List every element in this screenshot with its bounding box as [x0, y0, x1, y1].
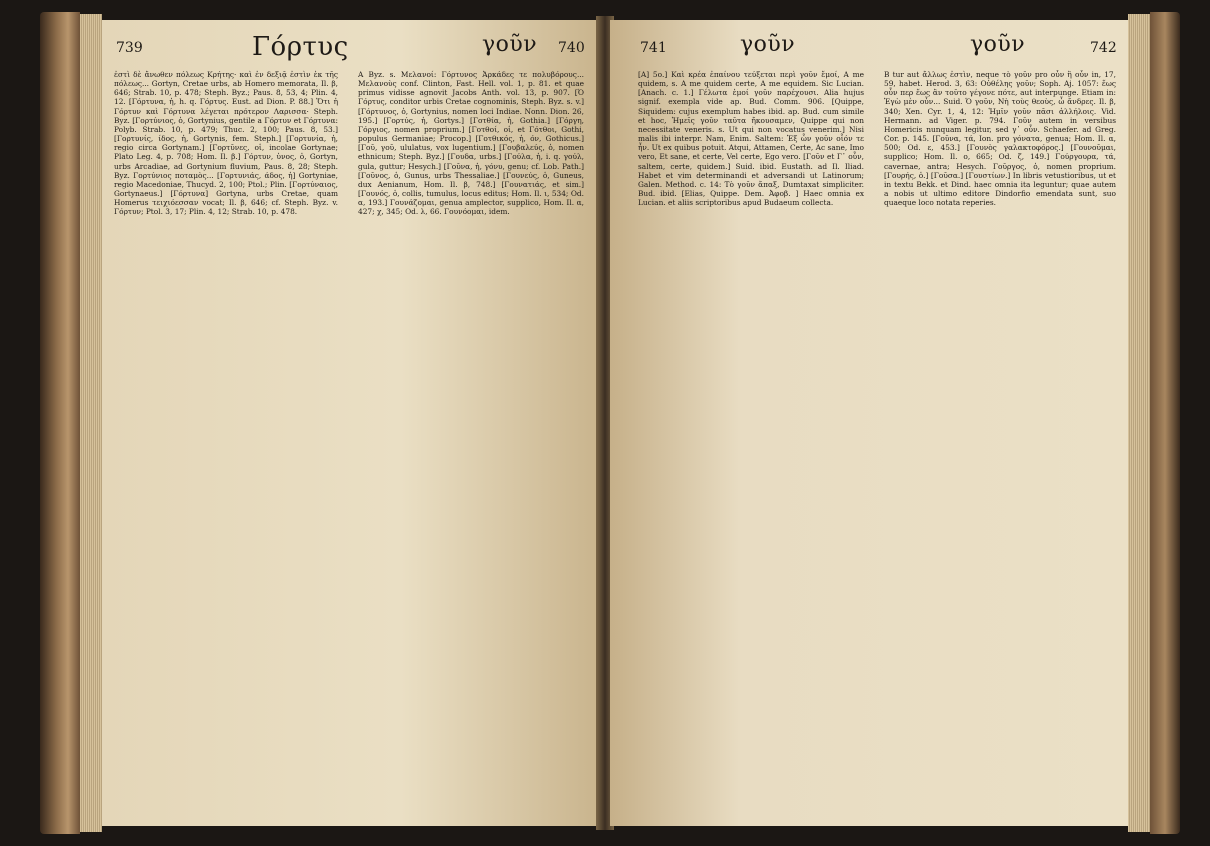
- right-page: [610, 20, 1128, 826]
- left-column-1: [114, 70, 338, 815]
- right-running-title: γοῦν: [740, 32, 796, 57]
- page-edges-right: [1128, 14, 1150, 832]
- left-column-2: [358, 70, 584, 815]
- right-column-1-text: [A] 5ο.] Καὶ κρέα ἐπαίνου τεύξεται περὶ γοῦν ἔμοί, A me quidem, s. A me quidem certe, A me equidem. Sic Lucian. [Anach. c. 1.] Γέλωτα ἐμοί γοῦν παρέχουσι. Alia hujus signif. exempla vide ap. Bud. Comm. 906. [Quippe, Siquidem: cujus exemplum habes ibid. ap. Bud. cum simile et hoc, Ἡμεῖς γοῦν ταῦτα ἤκουσαμεν, Quippe qui non necessitate veneris. s. Ut qui non vocatus venerim.] Nisi malis ibi interpr. Nam, Enim. Saltem: Ἐξ ὧν γοῦν οἷόν τε ἦν. Ut ex quibus potuit. Atqui, Attamen, Certe, Ac sane, Imo vero, Et sane, et certe, Vel certe, Ego vero. [Γοῦν et Γ᾽ οὖν, saltem, certe, quidem.] Suid. ibid. Eustath. ad Il. Iliad. Habet et vim determinandi et adversandi ut Latinorum; Galen. Method. c. 14: Τὸ γοῦν ἄπαξ, Dumtaxat simpliciter. Bud. ibid. [Elias, Quippe. Dem. Ἀφοβ. ] Haec omnia ex Lucian. et aliis scriptoribus apud Budaeum collecta.: [638, 70, 864, 208]
- right-page-header: [610, 28, 1128, 64]
- left-column-title: γοῦν: [482, 32, 538, 57]
- left-column-1-text: ἐστὶ δὲ ἄνωθεν πόλεως Κρήτης· καὶ ἐν δεξιᾷ ἐστὶν ἐκ τῆς πόλεως... Gortyn, Cretae urbs, ab Homero memorata, Il. β, 646; Strab. 10, p. 478; Steph. Byz.; Paus. 8, 53, 4; Plin. 4, 12. [Γόρτυνα, ἡ, h. q. Γόρτυς. Eust. ad Dion. P. 88.] Ὅτι ἡ Γόρτυν καὶ Γόρτυνα λέγεται πρότερον Λαρισσα· Steph. Byz. [Γορτύνιος, ὁ, Gortynius, gentile a Γόρτυν et Γόρτυνα: Polyb. Strab. 10, p. 479; Thuc. 2, 100; Paus. 8, 53.] [Γορτυνίς, ίδος, ἡ, Gortynis, fem. Steph.] [Γορτυνία, ἡ, regio circa Gortynam.] [Γορτῦνες, οἱ, incolae Gortynae; Plato Leg. 4, p. 708; Hom. Il. β.] Γόρτυν, ὑνος, ὁ, Gortyn, urbs Arcadiae, ad Gortynium fluvium, Paus. 8, 28; Steph. Byz. Γορτύνιος ποταμὸς... [Γορτυνιάς, άδος, ἡ] Gortyniae, regio Macedoniae, Thucyd. 2, 100; Ptol.; Plin. [Γορτύναιος, Gortynaeus.] [Γόρτυνα] Gortyna, urbs Cretae, quam Homerus τειχιόεσσαν vocat; Il. β, 646; cf. Steph. Byz. v. Γόρτυν; Ptol. 3, 17; Plin. 4, 12; Strab. 10, p. 478.: [114, 70, 338, 217]
- right-column-2: [884, 70, 1116, 815]
- left-page-header: [102, 28, 600, 64]
- left-running-title: Γόρτυς: [252, 32, 349, 62]
- left-page-number: 739: [116, 40, 143, 56]
- left-right-page-number: 740: [558, 40, 585, 56]
- left-column-2-text: A Byz. s. Μελανοί: Γόρτυνος Ἀρκάδες τε πολυβόρους... Μελανοὺς conf. Clinton, Fast. Hell. vol. 1, p. 81. et quae primus vidisse agnovit Jacobs Anth. vol. 13, p. 907. [Ὁ Γόρτυς, conditor urbis Cretae cognominis, Steph. Byz. s. v.] [Γόρτυνος, ὁ, Gortynius, nomen loci Indiae. Nonn. Dion. 26, 195.] [Γορτύς, ἡ, Gortys.] [Γοτθία, ἡ, Gothia.] [Γόργη, Γόργιος, nomen proprium.] [Γοτθοί, οἱ, et Γότθοι, Gothi, populus Germaniae; Procop.] [Γοτθικός, ἡ, όν, Gothicus.] [Γοῦ, γοῦ, ululatus, vox lugentium.] [Γουβαλεύς, ὁ, nomen ethnicum; Steph. Byz.] [Γουδα, urbs.] [Γούλα, ἡ, i. q. γούλ, gula, guttur; Hesych.] [Γοῦνα, ἡ, γόνυ, genu; cf. Lob. Path.] [Γοῦνος, ὁ, Gunus, urbs Thessaliae.] [Γουνεύς, ὁ, Guneus, dux Aenianum, Hom. Il. β, 748.] [Γουνατιάς, et sim.] [Γουνός, ὁ, collis, tumulus, locus editus; Hom. Il. ι, 534; Od. α, 193.] Γουνάζομαι, genua amplector, supplico, Hom. Il. α, 427; χ, 345; Od. λ, 66. Γουνόομαι, idem.: [358, 70, 584, 217]
- book-cover-left: [40, 12, 80, 834]
- right-column-title: γοῦν: [970, 32, 1026, 57]
- left-page: [102, 20, 600, 826]
- right-page-number: 741: [640, 40, 667, 56]
- right-right-page-number: 742: [1090, 40, 1117, 56]
- right-column-2-text: B tur aut ἄλλως ἐστὶν, neque τὸ γοῦν pro οὖν ἢ οὖν in, 17, 59, habet. Herod. 3, 63: Οὐθέλης γοῦν; Soph. Aj. 1057: ἕως οὖν περ ἕως ἂν τοῦτο γέγονε πότε, aut interpunge. Etiam in: Ἐγὼ μὲν οὖν... Suid. Ὁ γοῦν, Νὴ τοὺς θεοὺς, ὦ ἄνδρες. Il. β, 340; Xen. Cyr. 1, 4, 12: Ἡμῖν γοῦν πᾶσι ἀλλήλοις. Vid. Hermann. ad Viger. p. 794. Γοῦν autem in versibus Homericis nunquam legitur, sed γ᾽ οὖν. Schaefer. ad Greg. Cor. p. 145. [Γοῦνα, τά, Ion. pro γόνατα, genua; Hom. Il. α, 500; Od. ε, 453.] [Γουνὸς γαλακτοφόρος.] [Γουνοῦμαι, supplico; Hom. Il. ο, 665; Od. ζ, 149.] Γούργουρα, τά, cavernae, antra; Hesych. Γοῦργος, ὁ, nomen proprium. [Γουρής, ὁ.] [Γοῦσα.] [Γουστίων.] In libris vetustioribus, ut et in textu Bekk. et Dind. haec omnia ita leguntur; quae autem a nobis ut ultimo editore Dindorfio emendata sunt, suo quaeque loco notata reperies.: [884, 70, 1116, 208]
- page-edges-left: [80, 14, 102, 832]
- right-column-1: [638, 70, 864, 815]
- book-cover-right: [1150, 12, 1180, 834]
